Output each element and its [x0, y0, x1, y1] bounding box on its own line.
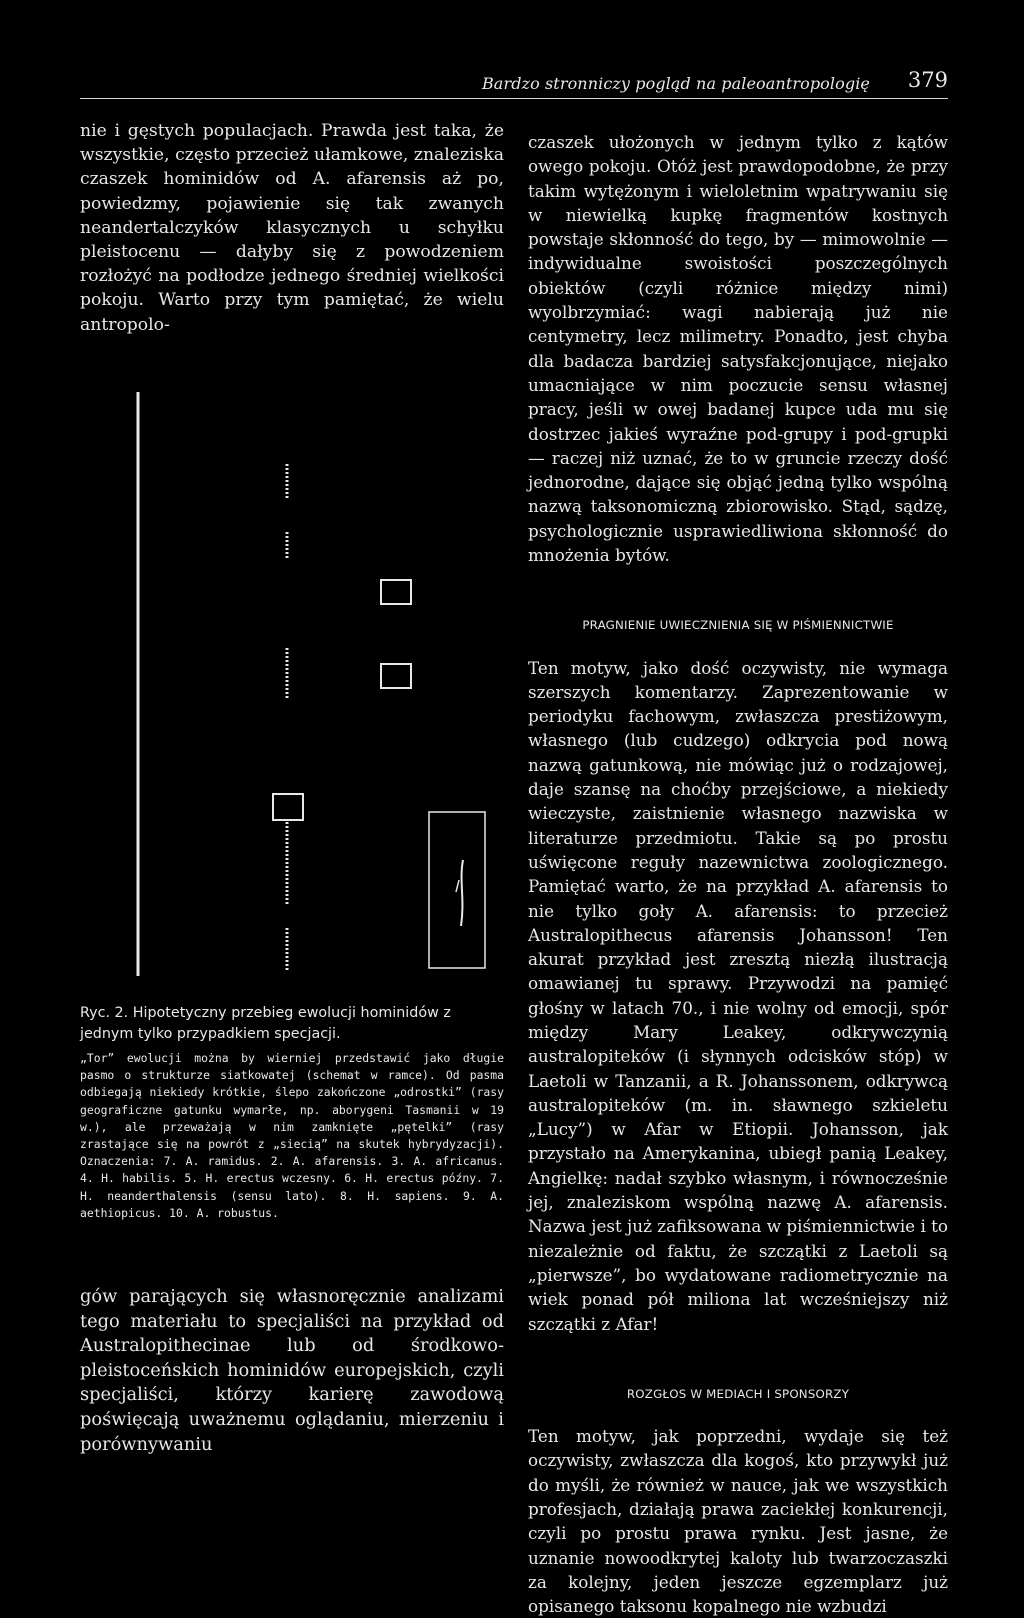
body-paragraph: czaszek ułożonych w jednym tylko z kątów owego pokoju. Otóż jest prawdopodobne, że przy takim wytężonym i wieloletnim wpatrywaniu się w niewielką kupkę fragmentów kostnych powstaje skłonność do tego, by — mimowolnie — indywidualne swoistości poszczególnych obiektów (czyli różnice między nimi) wyolbrzymiać: wagi nabierają już nie centymetry, lecz milimetry. Ponadto, jest chyba dla badacza bardziej satysfakcjonujące, niejako umacniające w nim poczucie sensu własnej pracy, jeśli w owej badanej kupce uda mu się dostrzec jakieś wyraźne pod-grupy i pod-grupki — raczej niż uznać, że to w gruncie rzeczy dość jednorodne, dające się objąć jedną tylko wspólną nazwą taksonomiczną zbiorowisko. Stąd, sądzę, psychologicznie usprawiedliwiona skłonność do mnożenia bytów. — [528, 132, 948, 566]
body-paragraph: Ten motyw, jak poprzedni, wydaje się też oczywisty, zwłaszcza dla kogoś, kto przywykł już do myśli, że również w nauce, jak we wszystkich profesjach, działają prawa zaciekłej konkurencji, czyli po prostu prawa rynku. Jest jasne, że uznanie nowoodkrytej kaloty lub twarzoczaszki za kolejny, jeden jeszcze egzemplarz już opisanego taksonu kopalnego nie wzbudzi — [528, 1426, 948, 1617]
evolution-diagram — [80, 380, 520, 980]
running-title: Bardzo stronniczy pogląd na paleoantropologię — [481, 74, 870, 93]
page-number: 379 — [907, 68, 948, 92]
page-header — [80, 68, 948, 99]
figure-note: „Tor” ewolucji można by wierniej przedstawić jako długie pasmo o strukturze siatkowatej (schemat w ramce). Od pasma odbiegają niekiedy krótkie, ślepo zakończone „odrostki” (rasy geograficzne gatunku wymarłe, np. aborygeni Tasmanii w 19 w.), ale przeważają w nim zamknięte „pętelki” (rasy zrastające się na powrót z „siecią” na skutek hybrydyzacji). Oznaczenia: 7. A. ramidus. 2. A. afarensis. 3. A. africanus. 4. H. habilis. 5. H. erectus wczesny. 6. H. erectus późny. 7. H. neanderthalensis (sensu lato). 8. H. sapiens. 9. A. aethiopicus. 10. A. robustus. — [80, 1051, 504, 1220]
body-paragraph: nie i gęstych populacjach. Prawda jest taka, że wszystkie, często przecież ułamkowe, znaleziska czaszek hominidów od A. afarensis aż po, powiedzmy, pojawienie się tak zwanych neandertalczyków klasycznych u schyłku pleistocenu — dałyby się z powodzeniem rozłożyć na podłodze jednego średniej wielkości pokoju. Warto przy tym pamiętać, że wielu antropolo- — [80, 121, 504, 335]
inset-lineage-curve — [461, 860, 463, 926]
inset-branch-tick — [456, 880, 459, 892]
body-paragraph: gów parających się własnoręcznie analizami tego materiału to specjaliści na przykład od Australopithecinae lub od środkowo-pleistoceńskich hominidów europejskich, czyli specjaliści, którzy karierę zawodową poświęcają uważnemu oglądaniu, mierzeniu i porównywaniu — [80, 1286, 504, 1455]
section-heading: ROZGŁOS W MEDIACH I SPONSORZY — [626, 1386, 850, 1401]
section-heading: PRAGNIENIE UWIECZNIENIA SIĘ W PIŚMIENNICTWIE — [582, 618, 894, 633]
left-column-top — [80, 119, 504, 337]
small-square-marker — [381, 664, 411, 688]
figure-diagram — [80, 380, 520, 980]
small-square-marker — [273, 794, 303, 820]
right-column — [528, 130, 948, 1618]
body-paragraph: Ten motyw, jako dość oczywisty, nie wymaga szerszych komentarzy. Zaprezentowanie w periodyku fachowym, zwłaszcza prestiżowym, własnego (lub cudzego) odkrycia pod nową nazwą gatunkową, nie mówiąc już o rodzajowej, daje szansę na choćby przejściowe, a niekiedy wieczyste, zaistnienie własnego nazwiska w literaturze przedmiotu. Takie są po prostu uświęcone reguły nazewnictwa zoologicznego. Pamiętać warto, że na przykład A. afarensis to nie tylko goły A. afarensis: to przecież Australopithecus afarensis Johansson! Ten akurat przykład jest zresztą niezłą ilustracją omawianej tu sprawy. Przywodzi na pamięć głośny w latach 70., i nie wolny od emocji, spór między Mary Leakey, odkrywczynią australopiteków (i słynnych odcisków stóp) w Laetoli w Tanzanii, a R. Johanssonem, odkrywcą australopiteków (m. in. sławnego szkieletu „Lucy”) w Afar w Etiopii. Johansson, jak przystało na Amerykanina, ubiegł panią Leakey, Angielkę: nadał szybko własnym, i równocześnie jej, znaleziskom wspólną nazwę A. afarensis. Nazwa jest już zafiksowana w piśmiennictwie i to niezależnie od faktu, że szczątki z Laetoli są „pierwsze”, bo wydatowane radiometrycznie na wiek ponad pół miliona lat wcześniejszy niż szczątki z Afar! — [528, 657, 948, 1334]
small-square-marker — [381, 580, 411, 604]
figure-caption: Ryc. 2. Hipotetyczny przebieg ewolucji hominidów z jednym tylko przypadkiem specjacji. — [80, 1005, 451, 1042]
left-column-bottom — [80, 1285, 504, 1457]
